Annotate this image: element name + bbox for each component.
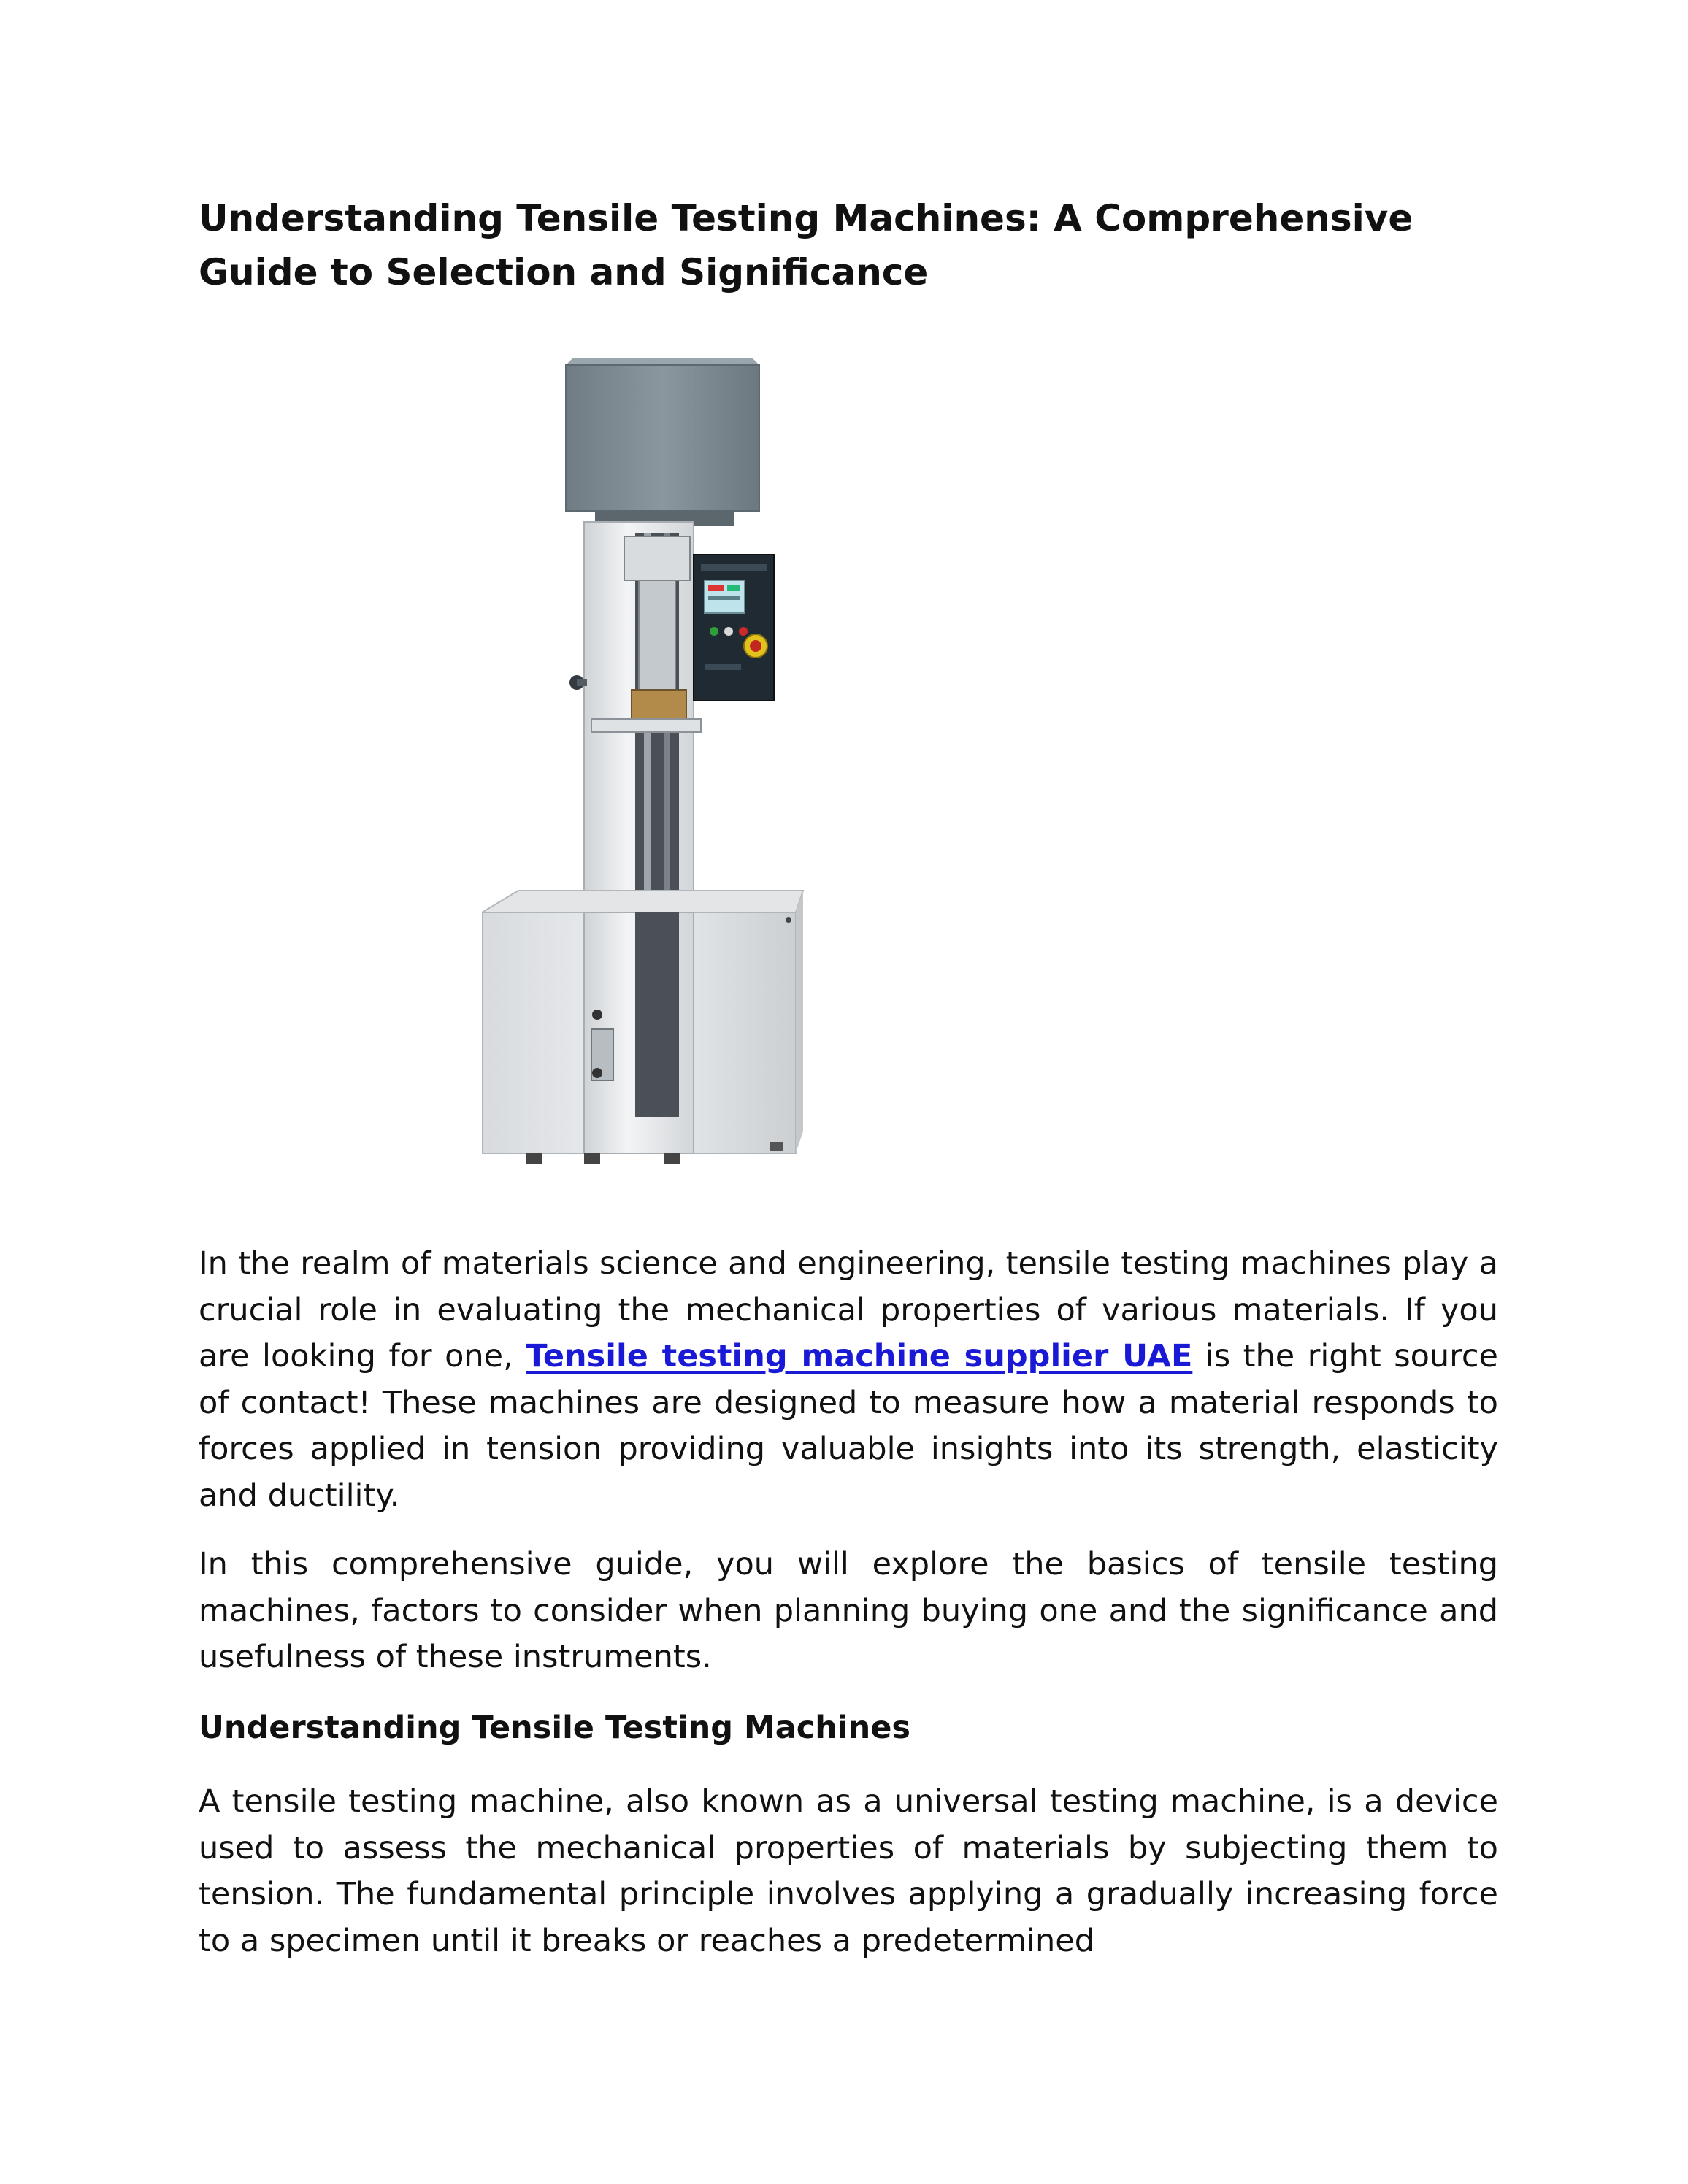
motor-housing <box>566 358 759 526</box>
guide-overview-paragraph: In this comprehensive guide, you will explore the basics of tensile testing machines, factors to consider when planning buying one and the significance and usefulness of these instruments. <box>199 1546 1498 1675</box>
intro-text-before-link: In the realm of materials science and engineering, tensile testing machines play a crucial role in evaluating the mechanical properties of various materials. If you are looking for one, <box>199 1245 1498 1374</box>
document-title: Understanding Tensile Testing Machines: A Comprehensive Guide to Selection and Significance <box>199 197 1413 293</box>
control-panel <box>694 555 774 701</box>
supplier-link[interactable]: Tensile testing machine supplier UAE <box>526 1338 1193 1374</box>
intro-paragraph <box>199 1241 1498 1519</box>
tensile-machine-image <box>482 358 825 1190</box>
definition-paragraph: A tensile testing machine, also known as a universal testing machine, is a device used to assess the mechanical properties of materials by subjecting them to tension. The fundamental principle involves applying a gradually increasing force to a specimen until it breaks or reaches a predetermined <box>199 1783 1498 1959</box>
intro-text-after-link: is the right source of contact! These machines are designed to measure how a material responds to forces applied in tension providing valuable insights into its strength, elasticity and ductility. <box>199 1338 1499 1514</box>
section-heading: Understanding Tensile Testing Machines <box>199 1710 910 1746</box>
